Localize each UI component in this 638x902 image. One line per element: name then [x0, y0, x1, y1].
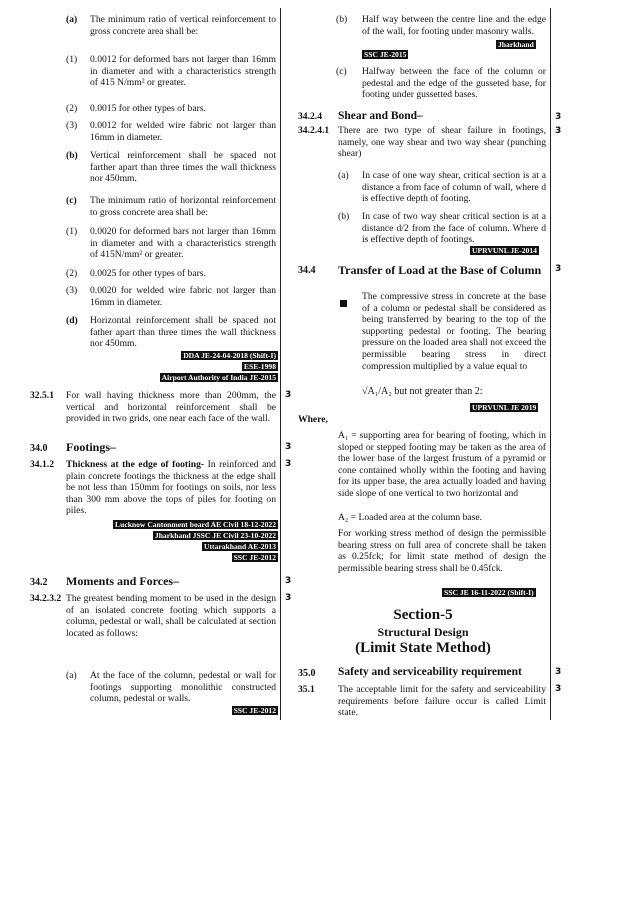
paragraph: Half way between the centre line and the edge of the wall, for footing under masonry walls.: [362, 14, 546, 37]
column-rule: [280, 8, 281, 720]
margin-mark: 3: [555, 112, 562, 122]
bold-lead: Thickness at the edge of footing-: [66, 459, 205, 470]
margin-mark: 3: [555, 667, 562, 677]
item-label: (b): [338, 211, 350, 222]
margin-mark: 3: [555, 126, 562, 136]
paragraph-text: In reinforced and plain concrete footings the thickness at the edge shall be not less than 150mm for footings on soils, nor less than 300 mm above the tops of piles for footing on piles.: [66, 459, 276, 517]
section-number: 34.2.4: [298, 111, 322, 122]
paragraph: 0.0012 for welded wire fabric not larger than 16mm in diameter.: [90, 120, 276, 143]
paragraph: 0.0012 for deformed bars not larger than 16mm in diameter and with a characteristics strength of 415 N/mm² or greater.: [90, 54, 276, 89]
paragraph: For wall having thickness more than 200mm, the vertical and horizontal reinforcement shall be provided in two grids, one near each face of the wall.: [66, 390, 276, 425]
paragraph: In case of two way shear critical section is at a distance d/2 from the face of column. Where d is effective depth of footings.: [362, 211, 546, 246]
margin-mark: 3: [285, 459, 292, 469]
section-title: Section-5: [393, 607, 453, 623]
formula: [362, 386, 483, 398]
item-label: (1): [66, 54, 78, 65]
exam-tag: SSC JE-2015: [364, 50, 407, 59]
section-number: 34.2: [30, 577, 48, 588]
item-label: (a): [66, 670, 77, 681]
paragraph: At the face of the column, pedestal or wall for footings supporting monolithic constructed column, pedestal or walls.: [90, 670, 276, 705]
paragraph: For working stress method of design the permissible bearing stress on full area of concrete shall be taken as 0.25fck; for limit state method of design the permissible bearing stress shall be 0.45fck.: [338, 528, 546, 574]
paragraph: The minimum ratio of horizontal reinforcement to gross concrete area shall be:: [90, 195, 276, 218]
margin-mark: 3: [285, 593, 292, 603]
exam-tag: UPRVUNL JE-2014: [472, 246, 537, 255]
exam-tag: UPRVUNL JE 2019: [472, 403, 537, 412]
section-number: 35.1: [298, 684, 315, 695]
paragraph: Vertical reinforcement shall be spaced not farther apart than three times the wall thickness nor 450mm.: [90, 150, 276, 185]
section-subtitle: Structural Design: [377, 625, 469, 639]
paragraph: 0.0025 for other types of bars.: [90, 268, 206, 279]
formula-condition: but not greater than 2:: [394, 386, 483, 397]
margin-mark: 3: [555, 684, 562, 694]
exam-tag: Jharkhand JSSC JE Civil 23-10-2022: [154, 531, 276, 540]
item-label: (c): [66, 195, 77, 206]
item-label: (b): [336, 14, 348, 25]
item-label: (a): [66, 14, 78, 25]
where-label: Where,: [298, 414, 328, 425]
exam-tag: SSC JE-2012: [233, 553, 276, 562]
exam-tag: Jharkhand: [498, 40, 534, 49]
section-number: 34.1.2: [30, 459, 54, 470]
item-label: (1): [66, 226, 78, 237]
item-label: (3): [66, 120, 78, 131]
paragraph: The greatest bending moment to be used in the design of an isolated concrete footing which supports a column, pedestal or wall, shall be calculated at section located as follows:: [66, 593, 276, 639]
section-heading: Safety and serviceability requirement: [338, 666, 522, 678]
paragraph: A₂ = Loaded area at the column base.: [338, 512, 483, 523]
bullet-square-icon: [340, 294, 347, 312]
item-label: (2): [66, 103, 78, 114]
section-number: 34.0: [30, 443, 48, 454]
section-number: 34.4: [298, 265, 316, 276]
exam-tag: Lucknow Cantonment board AE Civil 18-12-2022: [115, 520, 276, 529]
exam-tag: SSC JE-2012: [233, 706, 276, 715]
paragraph: 0.0015 for other types of bars.: [90, 103, 206, 114]
section-heading: Shear and Bond–: [338, 110, 423, 122]
item-label: (c): [336, 66, 347, 77]
section-number: 34.2.4.1: [298, 125, 330, 136]
item-label: (b): [66, 150, 78, 161]
exam-tag: DDA JE-24-04-2018 (Shift-I): [183, 351, 276, 360]
paragraph: In case of one way shear, critical section is at a distance a from face of column of wall, where d is effective depth of footing.: [362, 170, 546, 205]
paragraph: There are two type of shear failure in footings, namely, one way shear and two way shear (punching shear): [338, 125, 546, 160]
item-label: (d): [66, 315, 78, 326]
exam-tag: Airport Authority of India JE-2015: [161, 373, 276, 382]
margin-mark: 3: [285, 390, 292, 400]
margin-mark: 3: [285, 442, 292, 452]
section-number: 35.0: [298, 668, 316, 679]
paragraph: The compressive stress in concrete at the base of a column or pedestal shall be considered as being transferred by bearing to the top of the supporting pedestal or footing. The bearing pressure on the loaded area shall not exceed the permissible bearing stress in direct compression multiplied by a value equal to: [362, 291, 546, 372]
column-rule: [550, 8, 551, 720]
section-heading: Footings–: [66, 440, 117, 454]
section-number: 34.2.3.2: [30, 593, 62, 604]
paragraph: The acceptable limit for the safety and serviceability requirements before failure occur is called Limit state.: [338, 684, 546, 719]
formula-expression: √A₁/A₂: [362, 386, 392, 397]
exam-tag: ESE-1998: [243, 362, 276, 371]
section-heading: Transfer of Load at the Base of Column: [338, 263, 542, 277]
paragraph: 0.0020 for welded wire fabric not larger than 16mm in diameter.: [90, 285, 276, 308]
paragraph: Horizontal reinforcement shall be spaced not father apart than three times the wall thickness nor 450mm.: [90, 315, 276, 350]
section-number: 32.5.1: [30, 390, 54, 401]
paragraph: A₁ = supporting area for bearing of footing, which in sloped or stepped footing may be taken as the area of the lower base of the largest frustum of a pyramid or cone contained wholly within the footing and having for its upper base, the area actually loaded and having side slope of one vertical to two horizontal and: [338, 430, 546, 499]
exam-tag: SSC JE 16-11-2022 (Shift-I): [444, 588, 534, 597]
paragraph: [66, 459, 276, 517]
paragraph: 0.0020 for deformed bars not larger than 16mm in diameter and with a characteristics strength of 415N/mm² or greater.: [90, 226, 276, 261]
exam-tag: Uttarakhand AE-2013: [204, 542, 276, 551]
margin-mark: 3: [555, 264, 562, 274]
item-label: (3): [66, 285, 78, 296]
section-heading: Moments and Forces–: [66, 574, 180, 588]
paragraph: Halfway between the face of the column or pedestal and the edge of the gusseted base, for footing under gussetted bases.: [362, 66, 546, 101]
item-label: (2): [66, 268, 78, 279]
item-label: (a): [338, 170, 349, 181]
margin-mark: 3: [285, 576, 292, 586]
section-method: (Limit State Method): [355, 640, 491, 656]
paragraph: The minimum ratio of vertical reinforcement to gross concrete area shall be:: [90, 14, 276, 37]
